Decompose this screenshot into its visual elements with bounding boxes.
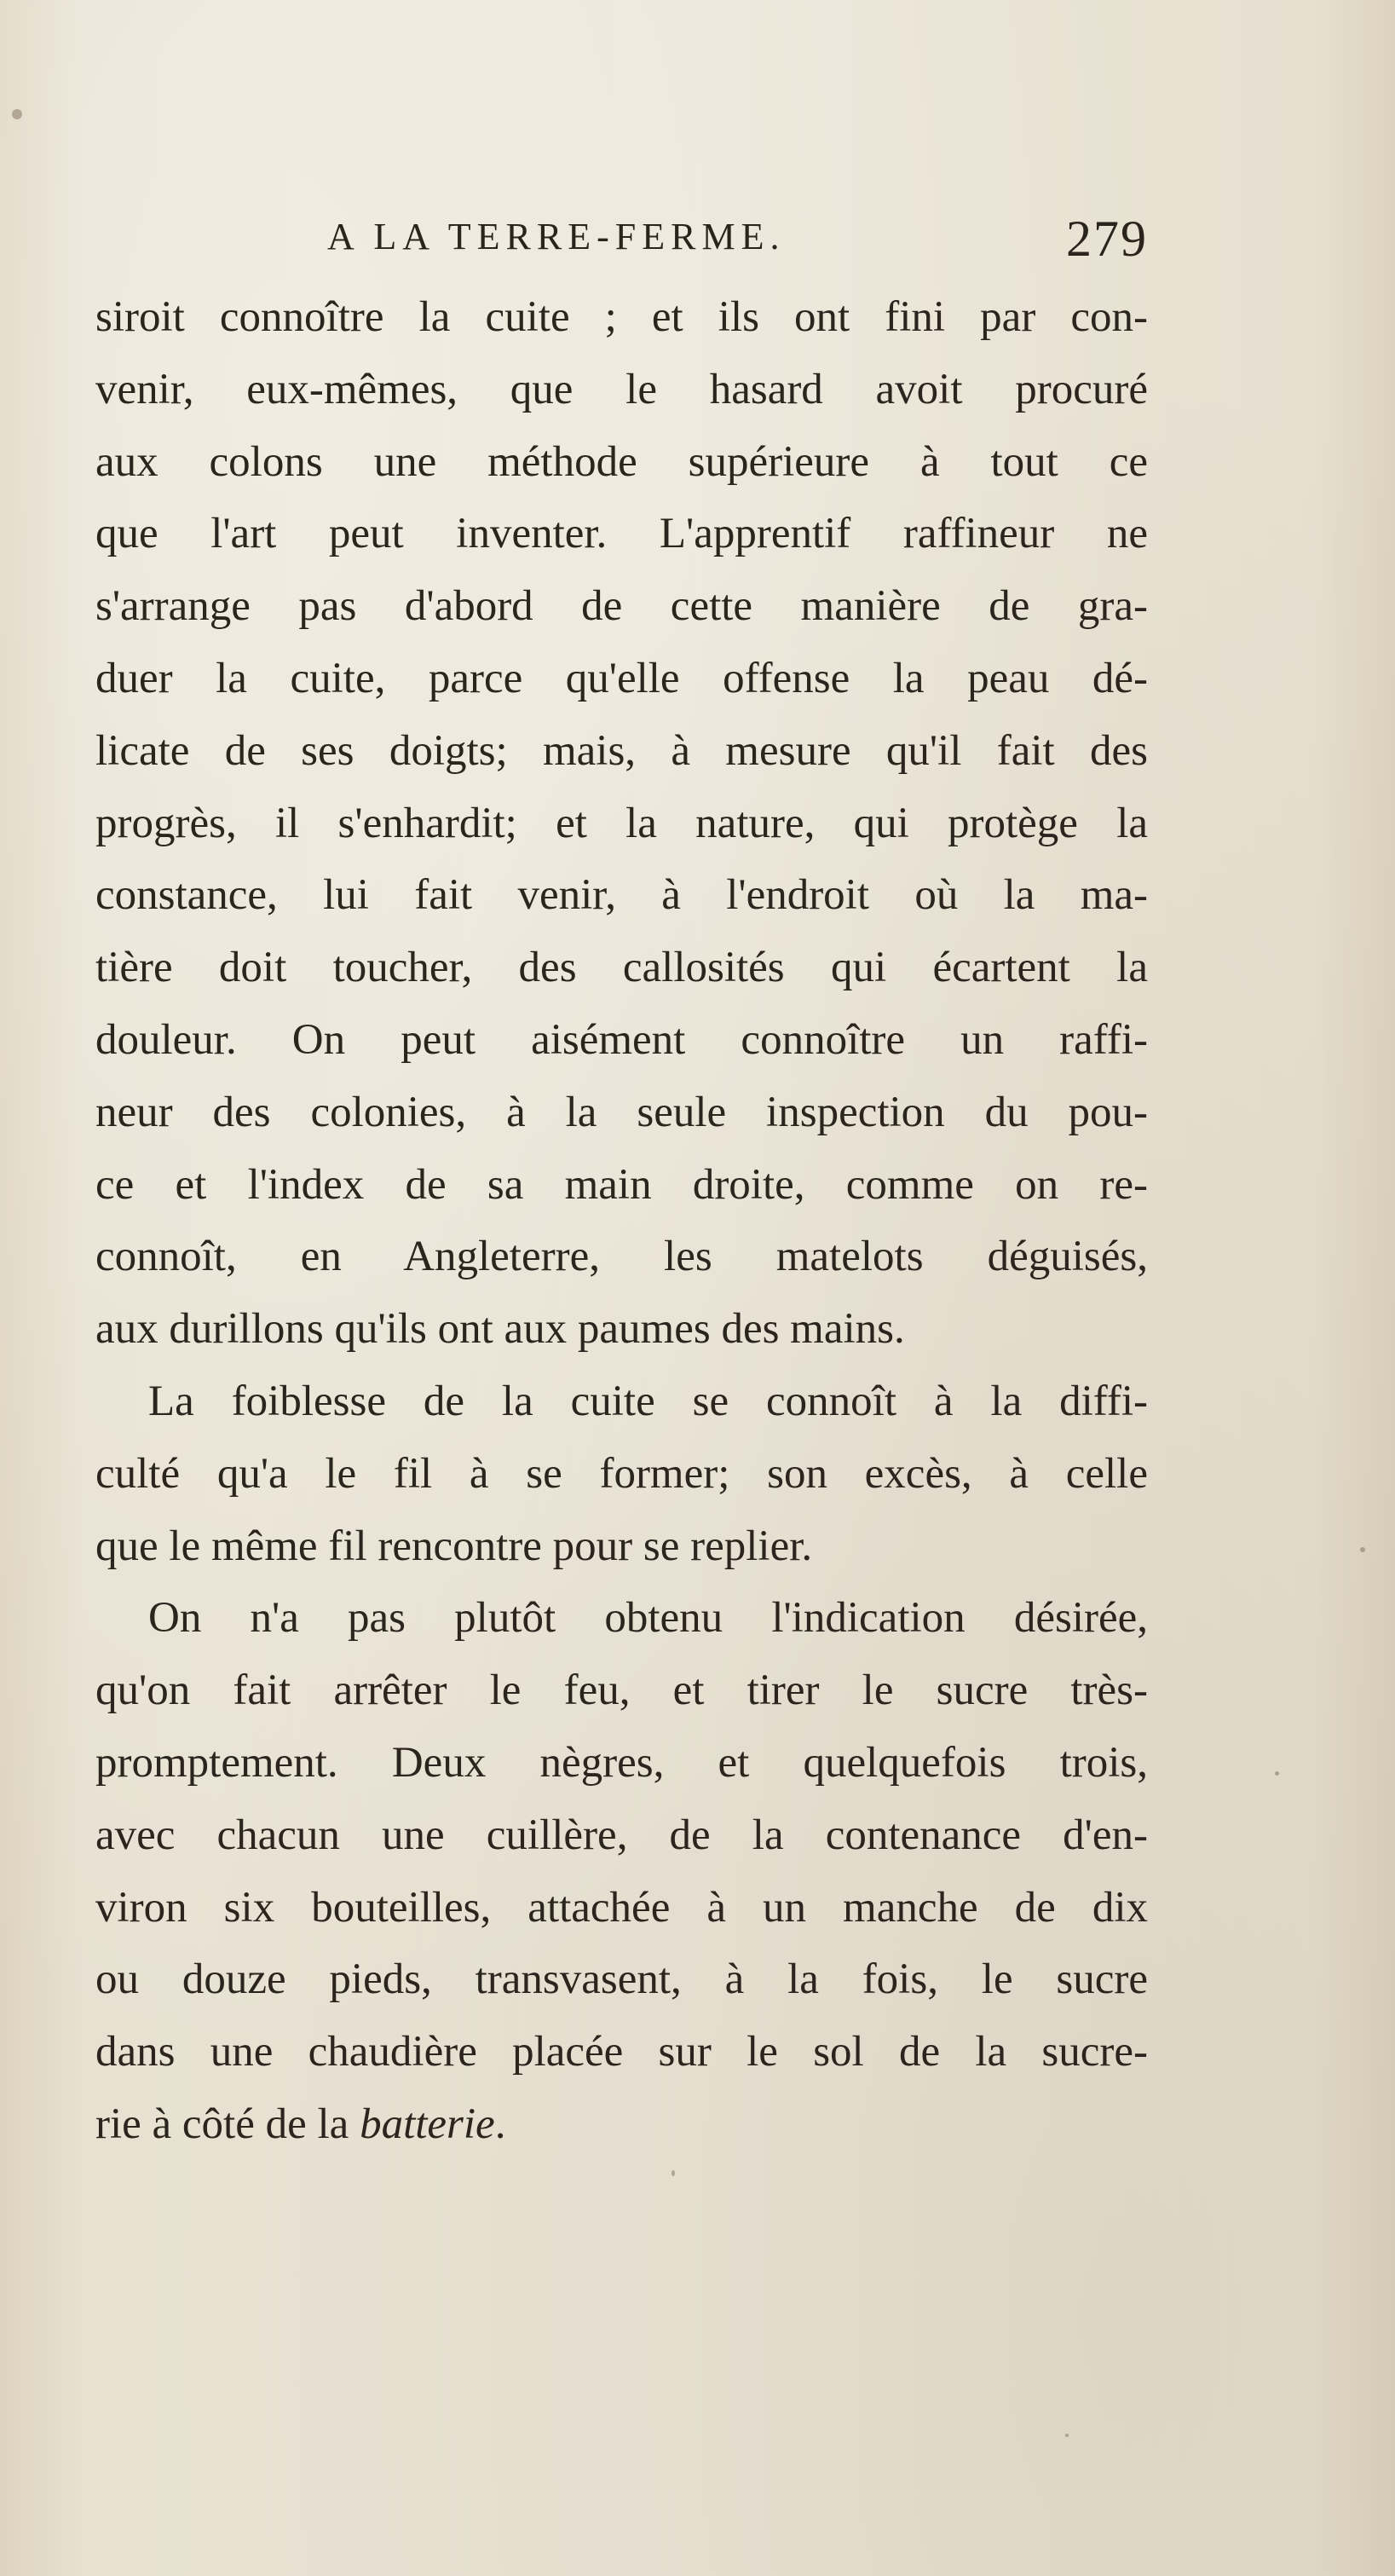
text-line: neur des colonies, à la seule inspection du pou- (95, 1088, 1148, 1136)
page-header (95, 206, 1148, 274)
text-line: promptement. Deux nègres, et quelquefois trois, (95, 1738, 1148, 1787)
text-line: constance, lui fait venir, à l'endroit où la ma- (95, 871, 1148, 920)
final-line (95, 2088, 1148, 2161)
text-line: siroit connoître la cuite ; et ils ont fini par con- (95, 293, 1148, 341)
text-line: duer la cuite, parce qu'elle offense la peau dé- (95, 654, 1148, 702)
text-line: aux colons une méthode supérieure à tout ce (95, 437, 1148, 486)
text-line: douleur. On peut aisément connoître un raffi- (95, 1015, 1148, 1064)
italic-term: batterie (360, 2099, 495, 2148)
paragraph-first-line: La foiblesse de la cuite se connoît à la diffi- (148, 1377, 1148, 1425)
paper-speck (1065, 2434, 1069, 2437)
running-title: A LA TERRE-FERME. (327, 216, 786, 257)
text-line: progrès, il s'enhardit; et la nature, qui protège la (95, 799, 1148, 847)
page-number: 279 (1066, 211, 1148, 267)
text-line: connoît, en Angleterre, les matelots déguisés, (95, 1233, 1148, 1281)
final-line-prefix: rie à côté de la (95, 2099, 360, 2148)
text-line: culté qu'a le fil à se former; son excès, à celle (95, 1449, 1148, 1498)
text-line: ou douze pieds, transvasent, à la fois, le sucre (95, 1955, 1148, 2004)
body-text (95, 281, 1148, 2161)
text-line: licate de ses doigts; mais, à mesure qu'il fait des (95, 726, 1148, 775)
text-line: viron six bouteilles, attachée à un manche de dix (95, 1883, 1148, 1932)
paper-speck (1275, 1771, 1279, 1776)
paper-speck (672, 2170, 675, 2176)
paragraph-end-line: aux durillons qu'ils ont aux paumes des mains. (95, 1305, 905, 1354)
text-line: qu'on fait arrêter le feu, et tirer le sucre très- (95, 1666, 1148, 1715)
text-line: que l'art peut inventer. L'apprentif raffineur ne (95, 510, 1148, 558)
paragraph-first-line: On n'a pas plutôt obtenu l'indication désirée, (148, 1594, 1148, 1643)
text-line: dans une chaudière placée sur le sol de la sucre- (95, 2028, 1148, 2076)
final-line-suffix: . (494, 2099, 506, 2148)
text-line: s'arrange pas d'abord de cette manière de gra- (95, 582, 1148, 631)
text-line: venir, eux-mêmes, que le hasard avoit procuré (95, 365, 1148, 413)
text-line: avec chacun une cuillère, de la contenance d'en- (95, 1811, 1148, 1859)
paper-speck (1360, 1547, 1365, 1552)
paragraph-end-line: que le même fil rencontre pour se replier. (95, 1522, 813, 1570)
text-line: tière doit toucher, des callosités qui écartent la (95, 944, 1148, 992)
text-line: ce et l'index de sa main droite, comme on re- (95, 1160, 1148, 1209)
paper-speck (12, 109, 22, 119)
